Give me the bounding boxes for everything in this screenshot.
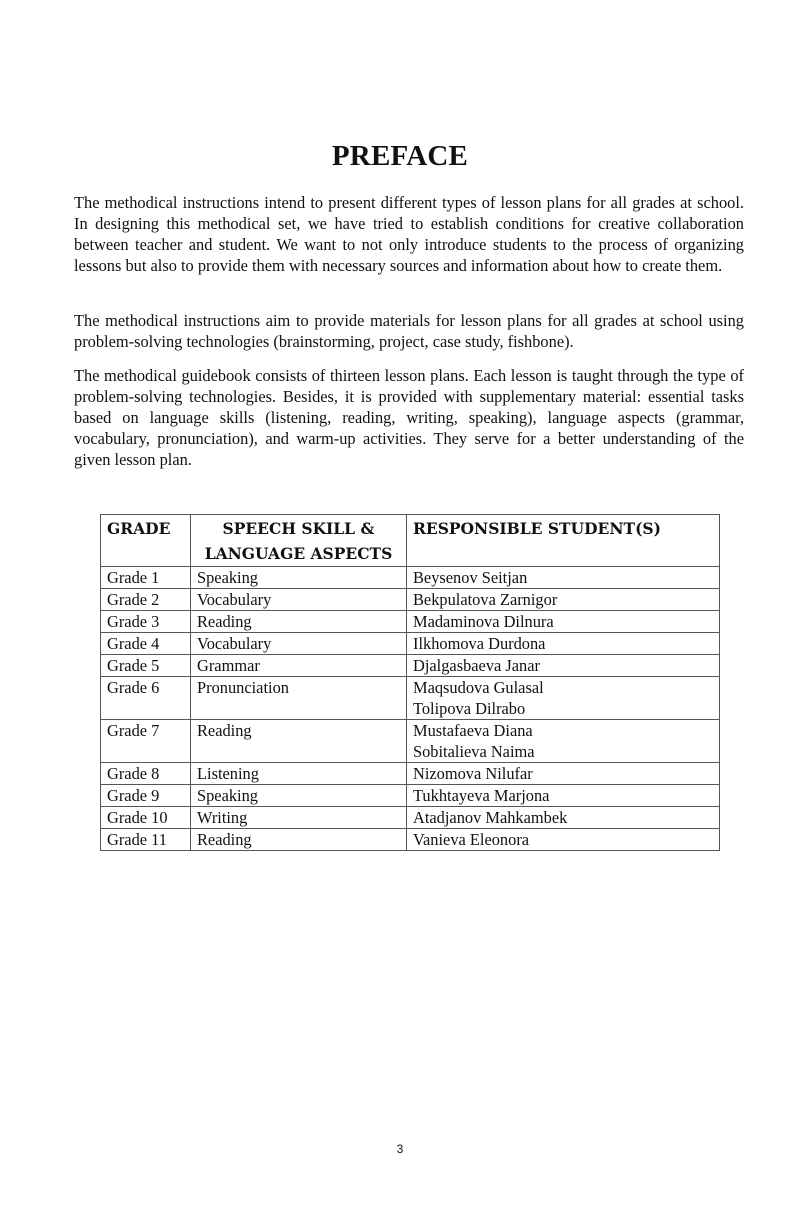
- student-name: Atadjanov Mahkambek: [413, 808, 568, 827]
- preface-paragraph-2: The methodical instructions aim to provide materials for lesson plans for all grades at school using problem-solving technologies (brainstorming, project, case study, fishbone).: [74, 311, 744, 351]
- table-row: [101, 611, 720, 633]
- students-cell: [407, 785, 720, 807]
- grade-cell: Grade 7: [101, 720, 191, 763]
- grade-cell: Grade 9: [101, 785, 191, 807]
- students-cell: [407, 763, 720, 785]
- grade-cell: Grade 8: [101, 763, 191, 785]
- header-speech-skill: [191, 515, 407, 567]
- grade-cell: Grade 10: [101, 807, 191, 829]
- student-name: Tukhtayeva Marjona: [413, 786, 550, 805]
- students-cell: [407, 611, 720, 633]
- grade-cell: Grade 2: [101, 589, 191, 611]
- students-cell: [407, 677, 720, 720]
- skill-cell: Reading: [191, 829, 407, 851]
- table-row: [101, 589, 720, 611]
- skill-cell: Reading: [191, 720, 407, 763]
- preface-paragraph-1: The methodical instructions intend to present different types of lesson plans for all grades at school. In designing this methodical set, we have tried to establish conditions for creative collaboration between teacher and student. We want to not only introduce students to the process of organizing lessons but also to provide them with necessary sources and information about how to create them.: [74, 193, 744, 275]
- student-name: Nizomova Nilufar: [413, 764, 533, 783]
- grade-assignments-table: [100, 514, 720, 851]
- header-skill-line-2: LANGUAGE ASPECTS: [204, 544, 393, 563]
- table-row: [101, 807, 720, 829]
- skill-cell: Pronunciation: [191, 677, 407, 720]
- skill-cell: Speaking: [191, 567, 407, 589]
- header-grade: GRADE: [101, 515, 191, 567]
- student-name: Vanieva Eleonora: [413, 830, 530, 849]
- students-cell: [407, 720, 720, 763]
- skill-cell: Writing: [191, 807, 407, 829]
- table-row: [101, 677, 720, 720]
- student-name: Maqsudova Gulasal: [413, 678, 544, 697]
- grade-cell: Grade 5: [101, 655, 191, 677]
- skill-cell: Listening: [191, 763, 407, 785]
- table-row: [101, 829, 720, 851]
- students-cell: [407, 633, 720, 655]
- student-name: Mustafaeva Diana: [413, 721, 533, 740]
- skill-cell: Reading: [191, 611, 407, 633]
- table-row: [101, 785, 720, 807]
- header-skill-line-1: SPEECH SKILL &: [222, 519, 375, 538]
- grade-cell: Grade 3: [101, 611, 191, 633]
- students-cell: [407, 655, 720, 677]
- students-cell: [407, 567, 720, 589]
- student-name: Sobitalieva Naima: [413, 742, 535, 761]
- table-row: [101, 633, 720, 655]
- header-responsible-students: RESPONSIBLE STUDENT(S): [407, 515, 720, 567]
- table-row: [101, 763, 720, 785]
- students-cell: [407, 589, 720, 611]
- student-name: Tolipova Dilrabo: [413, 699, 526, 718]
- preface-paragraph-3: The methodical guidebook consists of thirteen lesson plans. Each lesson is taught through the type of problem-solving technologies. Besides, it is provided with supplementary material: essential tasks based on language skills (listening, reading, writing, speaking), language aspects (grammar, vocabulary, pronunciation), and warm-up activities. They serve for a better understanding of the given lesson plan.: [74, 366, 744, 469]
- table-row: [101, 567, 720, 589]
- student-name: Djalgasbaeva Janar: [413, 656, 540, 675]
- table-header-row: [101, 515, 720, 567]
- grade-cell: Grade 4: [101, 633, 191, 655]
- table-row: [101, 655, 720, 677]
- skill-cell: Grammar: [191, 655, 407, 677]
- student-name: Bekpulatova Zarnigor: [413, 590, 558, 609]
- skill-cell: Speaking: [191, 785, 407, 807]
- page-number: 3: [396, 1142, 404, 1156]
- page-title: PREFACE: [331, 140, 469, 172]
- students-cell: [407, 807, 720, 829]
- skill-cell: Vocabulary: [191, 633, 407, 655]
- grade-cell: Grade 1: [101, 567, 191, 589]
- student-name: Ilkhomova Durdona: [413, 634, 546, 653]
- grade-cell: Grade 11: [101, 829, 191, 851]
- student-name: Madaminova Dilnura: [413, 612, 554, 631]
- table-row: [101, 720, 720, 763]
- skill-cell: Vocabulary: [191, 589, 407, 611]
- students-cell: [407, 829, 720, 851]
- grade-cell: Grade 6: [101, 677, 191, 720]
- table-body: [101, 567, 720, 851]
- student-name: Beysenov Seitjan: [413, 568, 528, 587]
